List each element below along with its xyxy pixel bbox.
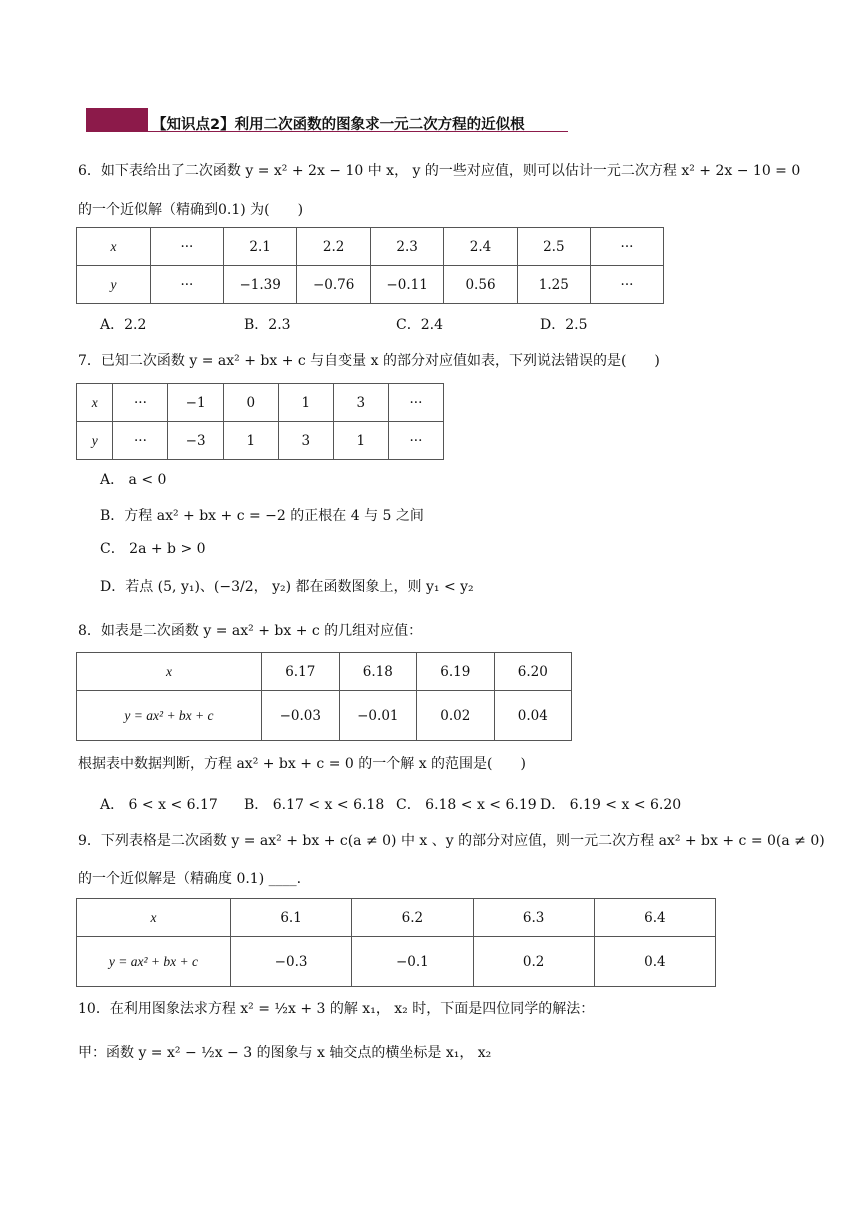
table-cell: 6.2 xyxy=(352,899,473,937)
table-cell: ··· xyxy=(150,228,223,266)
table-cell: ··· xyxy=(590,228,663,266)
table-cell: x xyxy=(77,228,151,266)
table-cell: 6.18 xyxy=(339,653,417,691)
q6-option-c: C．2.4 xyxy=(396,317,443,333)
table-cell: 6.19 xyxy=(417,653,494,691)
q7-table xyxy=(76,383,444,460)
table-cell: y xyxy=(77,422,113,460)
table-cell: 3 xyxy=(278,422,333,460)
table-cell: x xyxy=(77,384,113,422)
table-cell: 6.20 xyxy=(494,653,571,691)
q7-option-a: A． a < 0 xyxy=(100,472,167,488)
q8-question: 根据表中数据判断，方程 ax² + bx + c = 0 的一个解 x 的范围是( ) xyxy=(78,756,526,772)
q7-option-b: B．方程 ax² + bx + c = −2 的正根在 4 与 5 之间 xyxy=(100,508,424,524)
table-cell: 1.25 xyxy=(517,266,590,304)
table-cell: 0 xyxy=(223,384,278,422)
q9-stem-line2: 的一个近似解是（精确度 0.1) ____. xyxy=(78,871,302,887)
table-cell: 1 xyxy=(333,422,388,460)
table-cell: 1 xyxy=(278,384,333,422)
table-cell: y = ax² + bx + c xyxy=(77,691,262,741)
q10-stem: 10．在利用图象法求方程 x² = ½x + 3 的解 x₁， x₂ 时，下面是四位同学的解法： xyxy=(78,1001,595,1017)
table-cell: 6.17 xyxy=(261,653,339,691)
table-cell: −0.3 xyxy=(230,937,351,987)
table-cell: 0.56 xyxy=(444,266,517,304)
table-cell: ··· xyxy=(150,266,223,304)
table-cell: ··· xyxy=(388,422,443,460)
table-cell: −1.39 xyxy=(223,266,296,304)
table-cell: 2.1 xyxy=(223,228,296,266)
table-cell: 6.4 xyxy=(594,899,715,937)
q8-option-b: B． 6.17 < x < 6.18 xyxy=(244,797,385,813)
table-cell: −0.1 xyxy=(352,937,473,987)
table-cell: 2.2 xyxy=(297,228,370,266)
table-cell: −0.11 xyxy=(370,266,443,304)
table-cell: 0.2 xyxy=(473,937,594,987)
table-cell: 2.4 xyxy=(444,228,517,266)
q6-option-d: D．2.5 xyxy=(540,317,588,333)
table-cell: 6.3 xyxy=(473,899,594,937)
q6-stem-line1: 6．如下表给出了二次函数 y = x² + 2x − 10 中 x， y 的一些对应值，则可以估计一元二次方程 x² + 2x − 10 = 0 xyxy=(78,163,801,179)
table-cell: ··· xyxy=(388,384,443,422)
q8-option-c: C． 6.18 < x < 6.19 xyxy=(396,797,537,813)
q8-option-a: A． 6 < x < 6.17 xyxy=(100,797,218,813)
table-cell: 0.4 xyxy=(594,937,715,987)
q8-stem: 8．如表是二次函数 y = ax² + bx + c 的几组对应值： xyxy=(78,623,423,639)
q7-stem: 7．已知二次函数 y = ax² + bx + c 与自变量 x 的部分对应值如表，下列说法错误的是( ) xyxy=(78,353,660,369)
table-cell: −1 xyxy=(168,384,223,422)
table-cell: 3 xyxy=(333,384,388,422)
q6-table xyxy=(76,227,664,304)
q7-option-d: D．若点 (5, y₁)、(−3/2， y₂) 都在函数图象上，则 y₁ < y₂ xyxy=(100,579,474,595)
q9-table xyxy=(76,898,716,987)
table-cell: y = ax² + bx + c xyxy=(77,937,231,987)
q9-stem-line1: 9．下列表格是二次函数 y = ax² + bx + c(a ≠ 0) 中 x 、y 的部分对应值，则一元二次方程 ax² + bx + c = 0(a ≠ 0) xyxy=(78,833,825,849)
table-cell: x xyxy=(77,899,231,937)
table-cell: ··· xyxy=(113,384,168,422)
q8-option-d: D． 6.19 < x < 6.20 xyxy=(540,797,682,813)
table-cell: ··· xyxy=(113,422,168,460)
section-title: 【知识点2】利用二次函数的图象求一元二次方程的近似根 xyxy=(152,117,525,133)
q6-option-b: B．2.3 xyxy=(244,317,291,333)
table-cell: −0.01 xyxy=(339,691,417,741)
q7-option-c: C． 2a + b > 0 xyxy=(100,541,206,557)
table-cell: 2.3 xyxy=(370,228,443,266)
q6-stem-line2: 的一个近似解（精确到0.1) 为( ) xyxy=(78,202,304,218)
table-cell: 0.02 xyxy=(417,691,494,741)
q10-solution-a: 甲：函数 y = x² − ½x − 3 的图象与 x 轴交点的横坐标是 x₁， x₂ xyxy=(78,1045,492,1061)
table-cell: y xyxy=(77,266,151,304)
q8-table xyxy=(76,652,572,741)
section-marker xyxy=(86,108,148,132)
q6-option-a: A．2.2 xyxy=(100,317,147,333)
table-cell: 1 xyxy=(223,422,278,460)
table-cell: 0.04 xyxy=(494,691,571,741)
table-cell: −0.76 xyxy=(297,266,370,304)
table-cell: ··· xyxy=(590,266,663,304)
table-cell: −0.03 xyxy=(261,691,339,741)
table-cell: 6.1 xyxy=(230,899,351,937)
table-cell: 2.5 xyxy=(517,228,590,266)
table-cell: x xyxy=(77,653,262,691)
table-cell: −3 xyxy=(168,422,223,460)
